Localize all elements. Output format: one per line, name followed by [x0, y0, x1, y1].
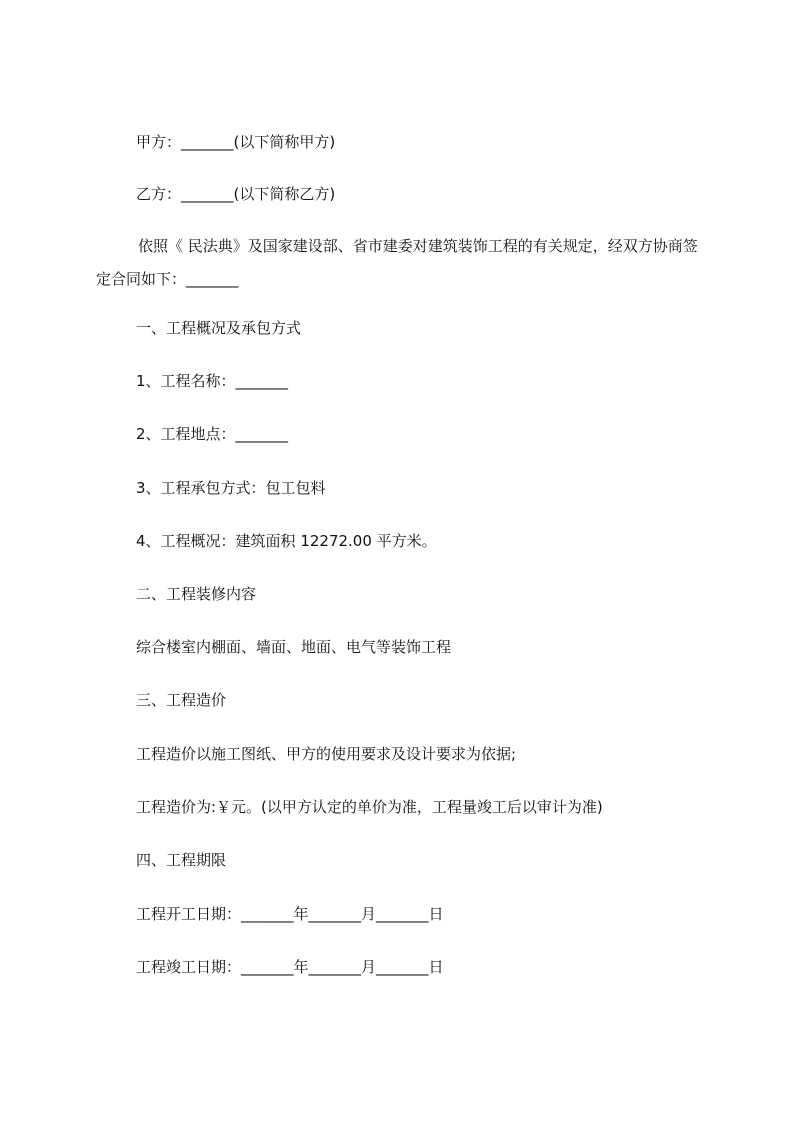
- project-location-line: 2、工程地点：_______: [136, 425, 289, 443]
- cost-amount-line: 工程造价为:￥元。(以甲方认定的单价为准，工程量竣工后以审计为准): [136, 798, 603, 816]
- section-3-heading: 三、工程造价: [136, 691, 227, 709]
- cost-basis-line: 工程造价以施工图纸、甲方的使用要求及设计要求为依据;: [136, 745, 517, 763]
- start-date-line: 工程开工日期：_______年_______月_______日: [136, 905, 444, 923]
- contract-method-line: 3、工程承包方式：包工包料: [136, 479, 326, 497]
- project-overview-line: 4、工程概况：建筑面积 12272.00 平方米。: [136, 532, 437, 550]
- section-1-heading: 一、工程概况及承包方式: [136, 319, 302, 337]
- party-a-line: 甲方：_______(以下简称甲方): [136, 133, 336, 151]
- completion-date-line: 工程竣工日期：_______年_______月_______日: [136, 958, 444, 976]
- party-b-line: 乙方：_______(以下简称乙方): [136, 185, 336, 203]
- decoration-content-line: 综合楼室内棚面、墙面、地面、电气等装饰工程: [136, 638, 452, 656]
- preamble-paragraph: 依照《 民法典》及国家建设部、省市建委对建筑装饰工程的有关规定，经双方协商签定合同如下：_______: [96, 237, 698, 288]
- section-2-heading: 二、工程装修内容: [136, 585, 257, 603]
- project-name-line: 1、工程名称：_______: [136, 372, 289, 390]
- section-4-heading: 四、工程期限: [136, 851, 227, 869]
